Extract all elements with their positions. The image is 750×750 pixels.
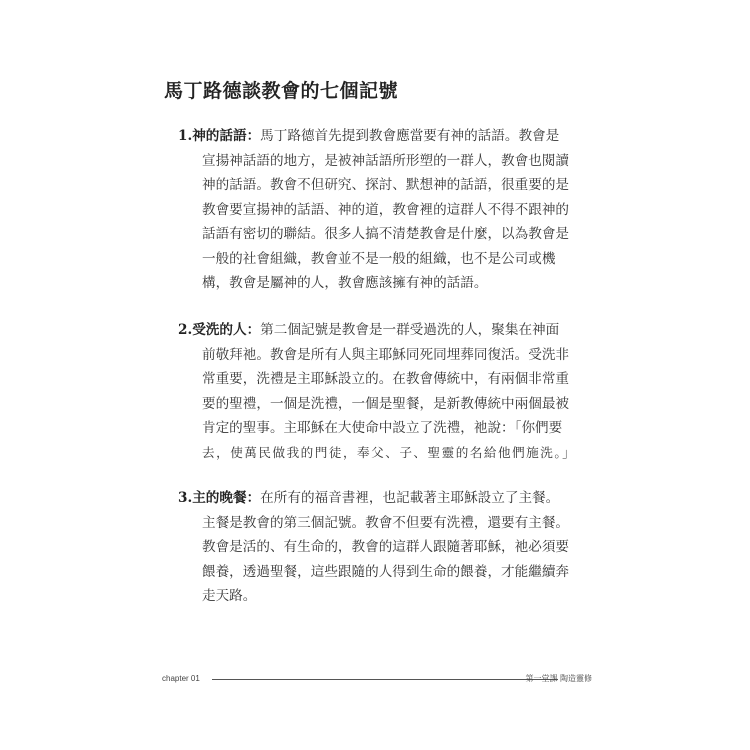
section-term: 神的話語： bbox=[192, 128, 261, 144]
section-line: 前敬拜祂。教會是所有人與主耶穌同死同埋葬同復活。受洗非 bbox=[202, 346, 570, 363]
section-line: 神的話語。教會不但研究、探討、默想神的話語，很重要的是 bbox=[202, 177, 570, 193]
section-line: 教會是活的、有生命的，教會的這群人跟隨著耶穌，祂必須要 bbox=[202, 539, 570, 555]
section-term: 主的晚餐： bbox=[192, 490, 261, 506]
page-title: 馬丁路德談教會的七個記號 bbox=[164, 80, 399, 102]
section-text: 第二個記號是教會是一群受過洗的人，聚集在神面 bbox=[260, 322, 560, 338]
section-line: 要的聖禮，一個是洗禮，一個是聖餐，是新教傳統中兩個最被 bbox=[202, 395, 570, 412]
section-line: 宣揚神話語的地方，是被神話語所形塑的一群人，教會也閱讀 bbox=[202, 152, 570, 169]
section-line: 餵養，透過聖餐，這些跟隨的人得到生命的餵養，才能繼續奔 bbox=[202, 563, 570, 580]
section-line: 構，教會是屬神的人，教會應該擁有神的話語。 bbox=[202, 275, 488, 291]
section-line: 教會要宣揚神的話語、神的道，教會裡的這群人不得不跟神的 bbox=[202, 201, 570, 218]
footer-lesson-label: 第一堂課 陶造靈修 bbox=[525, 674, 592, 683]
section-text: 馬丁路德首先提到教會應當要有神的話語。教會是 bbox=[260, 128, 560, 144]
section-line: 肯定的聖事。主耶穌在大使命中設立了洗禮，祂說：「你們要 bbox=[202, 420, 563, 436]
footer-chapter-label: chapter 01 bbox=[162, 674, 200, 683]
section-line: 主餐是教會的第三個記號。教會不但要有洗禮，還要有主餐。 bbox=[202, 514, 570, 531]
section-line: 常重要，洗禮是主耶穌設立的。在教會傳統中，有兩個非常重 bbox=[202, 371, 570, 387]
section-first-line bbox=[178, 318, 598, 343]
scripture-quote: 去，使萬民做我的門徒，奉父、子、聖靈的名給他們施洗。」 bbox=[202, 444, 577, 460]
section-line: 話語有密切的聯結。很多人搞不清楚教會是什麼，以為教會是 bbox=[202, 226, 570, 242]
section-text: 在所有的福音書裡，也記載著主耶穌設立了主餐。 bbox=[260, 490, 560, 506]
section-number: 1. bbox=[178, 128, 193, 144]
footer-divider bbox=[212, 679, 558, 680]
section-first-line bbox=[178, 486, 598, 511]
section-lords-supper bbox=[178, 486, 598, 609]
section-baptized-people bbox=[178, 318, 598, 465]
section-number: 2. bbox=[178, 322, 193, 338]
section-number: 3. bbox=[178, 490, 193, 506]
section-line: 一般的社會組織，教會並不是一般的組織，也不是公司或機 bbox=[202, 250, 556, 267]
section-word-of-god bbox=[178, 124, 598, 296]
section-first-line bbox=[178, 124, 598, 149]
section-term: 受洗的人： bbox=[192, 322, 261, 338]
page-footer bbox=[162, 672, 592, 686]
section-line: 走天路。 bbox=[202, 588, 257, 604]
